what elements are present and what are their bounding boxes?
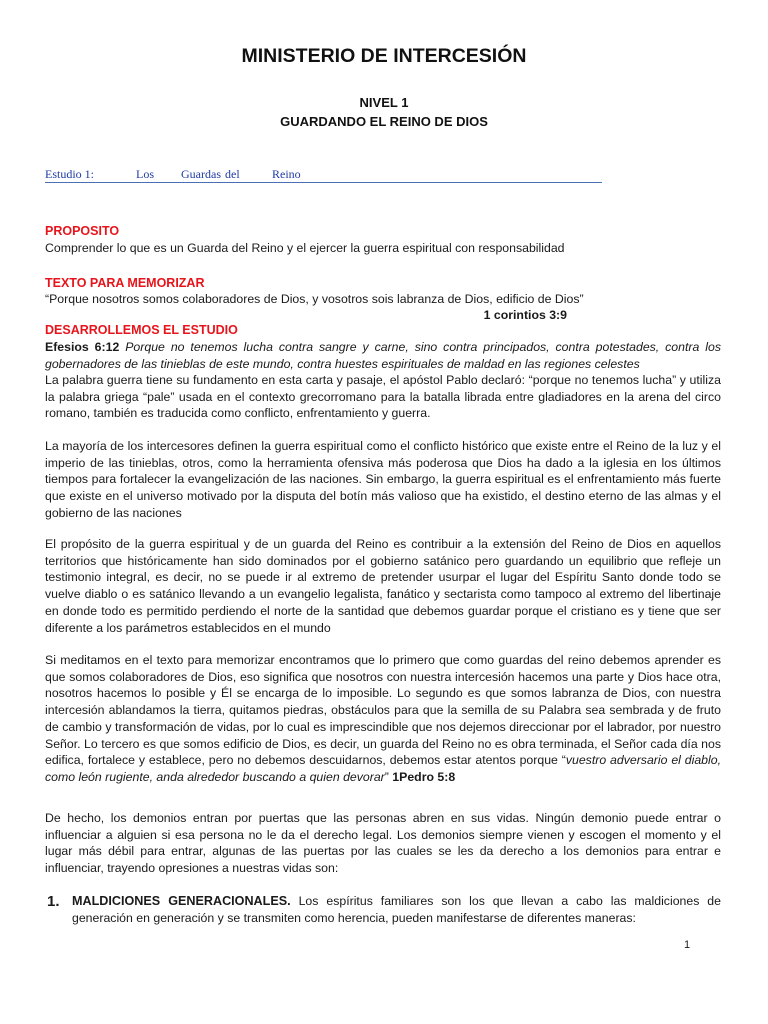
paragraph-4-quote-end: ” (384, 769, 393, 784)
study-word-2: Guardas (181, 167, 221, 181)
memorizar-heading: TEXTO PARA MEMORIZAR (45, 276, 205, 290)
paragraph-2: La mayoría de los intercesores definen la guerra espiritual como el conflicto histórico que existe entre el Reino de la luz y el imperio de las tinieblas, otros, como la herramienta ofensiva más poderosa que Dios ha dado a la iglesia en los últimos tiempos para fortalecer la evangelización de las naciones. Sin embargo, la guerra espiritual es el enfrentamiento más fuerte que existe en el universo motivado por la disputa del botín más valioso que ha existido, el destino eterno de las almas y el gobierno de las naciones (45, 439, 721, 520)
list-item-text: Los espíritus familiares son los que llevan a cabo las maldiciones de generación en generación y se transmiten como herencia, pueden manifestarse de diferentes maneras: (72, 894, 721, 925)
paragraph-5: De hecho, los demonios entran por puertas que las personas abren en sus vidas. Ningún demonio puede entrar o influenciar a alguien si esa persona no le da el derecho legal. Los demonios siempre vienen y escogen el momento y el lugar más débil para entrar, algunas de las puertas por las cuales se les da derecho a los demonios para entrar e influenciar, trayendo opresiones a nuestras vidas son: (45, 811, 721, 876)
efesios-passage (45, 339, 721, 372)
proposito-text: Comprender lo que es un Guarda del Reino y el ejercer la guerra espiritual con responsabilidad (45, 241, 565, 255)
page-number: 1 (684, 939, 691, 951)
study-line (45, 165, 602, 183)
list-number: 1. (47, 893, 60, 910)
level-label: NIVEL 1 (359, 95, 409, 110)
paragraph-3: El propósito de la guerra espiritual y de un guarda del Reino es contribuir a la extensión del Reino de Dios en aquellos territorios que históricamente han sido dominados por el gobierno satánico pero guardando un equilibrio que refleje un testimonio integral, es decir, no se puede ir al extremo de pretender usurpar el lugar del Espíritu Santo donde todo se vuelve diablo o es satánico llevando a un evangelio legalista, fanático y sectarista como tampoco al extremo del libertinaje en donde todo es permitido perdiendo el norte de la santidad que debemos guardar porque el cristiano es y tiene que ser diferente a los parámetros establecidos en el mundo (45, 537, 721, 635)
list-item-heading: MALDICIONES GENERACIONALES. (72, 894, 291, 908)
paragraph-4 (45, 652, 721, 786)
efesios-text: Porque no tenemos lucha contra sangre y carne, sino contra principados, contra potestades, contra los gobernadores de las tinieblas de este mundo, contra huestes espirituales de maldad en las regiones celestes (45, 340, 721, 371)
study-word-3: del (225, 167, 240, 181)
proposito-heading: PROPOSITO (45, 224, 120, 238)
paragraph-1: La palabra guerra tiene su fundamento en esta carta y pasaje, el apóstol Pablo declaró: “porque no tenemos lucha” y utiliza la palabra griega “pale” usada en el contexto grecorromano para la batalla librada entre gladiadores en la arena del circo romano, también es traducida como conflicto, enfrentamiento y guerra. (45, 373, 721, 421)
study-label: Estudio 1: (45, 167, 95, 181)
paragraph-4-quote: vuestro adversario el diablo, como león rugiente, anda alrededor buscando a quien devorar (45, 753, 721, 784)
list-item-1 (72, 893, 721, 927)
efesios-reference: Efesios 6:12 (45, 340, 120, 354)
page-title: MINISTERIO DE INTERCESIÓN (241, 45, 527, 67)
study-word-4: Reino (272, 167, 301, 181)
subtitle: GUARDANDO EL REINO DE DIOS (280, 114, 488, 129)
level-heading (0, 93, 768, 131)
estudio-heading: DESARROLLEMOS EL ESTUDIO (45, 323, 238, 337)
study-word-1: Los (136, 167, 154, 181)
memorizar-quote: “Porque nosotros somos colaboradores de Dios, y vosotros sois labranza de Dios, edificio de Dios” (45, 292, 584, 306)
paragraph-4-reference: 1Pedro 5:8 (392, 769, 456, 784)
paragraph-4-text: Si meditamos en el texto para memorizar encontramos que lo primero que como guardas del reino debemos aprender es que somos colaboradores de Dios, eso significa que nosotros con nuestra intercesión hacemos una parte y Dios hace otra, nosotros hacemos lo posible y Él se encarga de lo imposible. Lo segundo es que somos labranza de Dios, con nuestra intercesión ablandamos la tierra, quitamos piedras, obstáculos para que la semilla de su Palabra sea sembrada y de fruto de cambio y transformación de vidas, por lo cual es imprescindible que nos dejemos direccionar por el labrador, por nuestro Señor. Lo tercero es que somos edificio de Dios, es decir, un guarda del Reino no es obra terminada, el Señor cada día nos edifica, fortalece y establece, pero no debemos descuidarnos, debemos estar atentos porque “ (45, 653, 721, 768)
memorizar-reference: 1 corintios 3:9 (483, 308, 567, 322)
